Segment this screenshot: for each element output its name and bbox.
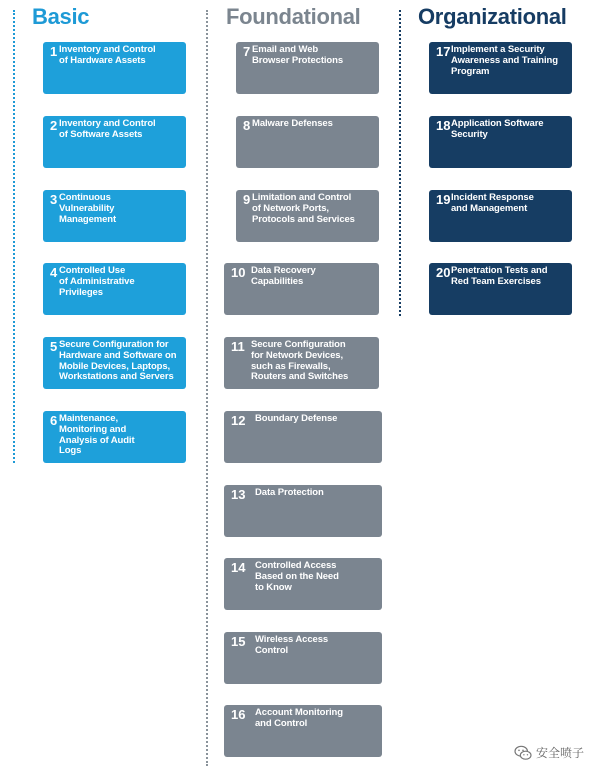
- control-number: 11: [231, 339, 245, 354]
- control-card-1: [43, 42, 186, 94]
- basic-column-title: Basic: [32, 4, 90, 29]
- control-title: Limitation and Control of Network Ports, Protocols and Services: [252, 192, 355, 225]
- control-title: Wireless Access Control: [255, 634, 329, 656]
- control-title: Controlled Access Based on the Need to Know: [255, 560, 339, 593]
- control-number: 9: [243, 192, 251, 207]
- control-card-3: [43, 190, 186, 242]
- control-card-11: [224, 337, 379, 389]
- control-number: 10: [231, 265, 246, 280]
- control-number: 17: [436, 44, 451, 59]
- control-card-5: [43, 337, 186, 389]
- control-title: Email and Web Browser Protections: [252, 44, 344, 66]
- control-card-8: [236, 116, 379, 168]
- control-number: 12: [231, 413, 246, 428]
- control-card-19: [429, 190, 572, 242]
- control-title: Secure Configuration for Hardware and Software on Mobile Devices, Laptops, Workstations and Servers: [59, 339, 177, 383]
- control-card-9: [236, 190, 379, 242]
- foundational-column-title: Foundational: [226, 4, 361, 29]
- control-card-4: [43, 263, 186, 315]
- control-title: Data Recovery Capabilities: [251, 265, 316, 287]
- control-title: Penetration Tests and Red Team Exercises: [451, 265, 548, 287]
- control-number: 6: [50, 413, 58, 428]
- control-number: 5: [50, 339, 58, 354]
- control-card-10: [224, 263, 379, 315]
- control-title: Inventory and Control of Software Assets: [59, 118, 156, 140]
- control-title: Controlled Use of Administrative Privileges: [59, 265, 135, 298]
- control-card-17: [429, 42, 572, 94]
- control-title: Secure Configuration for Network Devices, such as Firewalls, Routers and Switches: [251, 339, 349, 383]
- control-title: Malware Defenses: [252, 118, 333, 129]
- control-number: 13: [231, 487, 246, 502]
- control-card-2: [43, 116, 186, 168]
- control-card-16: [224, 705, 382, 757]
- control-title: Data Protection: [255, 487, 324, 498]
- control-number: 15: [231, 634, 246, 649]
- organizational-column-divider: [399, 10, 401, 316]
- control-card-13: [224, 485, 382, 537]
- control-number: 18: [436, 118, 451, 133]
- control-title: Account Monitoring and Control: [255, 707, 343, 729]
- control-card-7: [236, 42, 379, 94]
- control-number: 19: [436, 192, 451, 207]
- control-card-14: [224, 558, 382, 610]
- organizational-column-title: Organizational: [418, 4, 567, 29]
- control-number: 1: [50, 44, 58, 59]
- control-card-6: [43, 411, 186, 463]
- control-title: Maintenance, Monitoring and Analysis of Audit Logs: [59, 413, 135, 457]
- control-title: Boundary Defense: [255, 413, 338, 424]
- control-number: 4: [50, 265, 58, 280]
- control-title: Implement a Security Awareness and Training Program: [451, 44, 558, 77]
- control-title: Continuous Vulnerability Management: [59, 192, 117, 225]
- control-number: 14: [231, 560, 246, 575]
- control-number: 20: [436, 265, 451, 280]
- control-card-12: [224, 411, 382, 463]
- control-card-20: [429, 263, 572, 315]
- foundational-column-divider: [206, 10, 208, 766]
- control-number: 7: [243, 44, 251, 59]
- basic-column-divider: [13, 10, 15, 463]
- wechat-icon: [514, 745, 532, 761]
- control-number: 16: [231, 707, 246, 722]
- control-number: 3: [50, 192, 58, 207]
- control-card-15: [224, 632, 382, 684]
- watermark: [514, 744, 584, 761]
- control-number: 8: [243, 118, 251, 133]
- control-title: Incident Response and Management: [451, 192, 534, 214]
- control-title: Inventory and Control of Hardware Assets: [59, 44, 156, 66]
- watermark-text: 安全喷子: [535, 746, 584, 760]
- control-title: Application Software Security: [451, 118, 544, 140]
- control-card-18: [429, 116, 572, 168]
- control-number: 2: [50, 118, 58, 133]
